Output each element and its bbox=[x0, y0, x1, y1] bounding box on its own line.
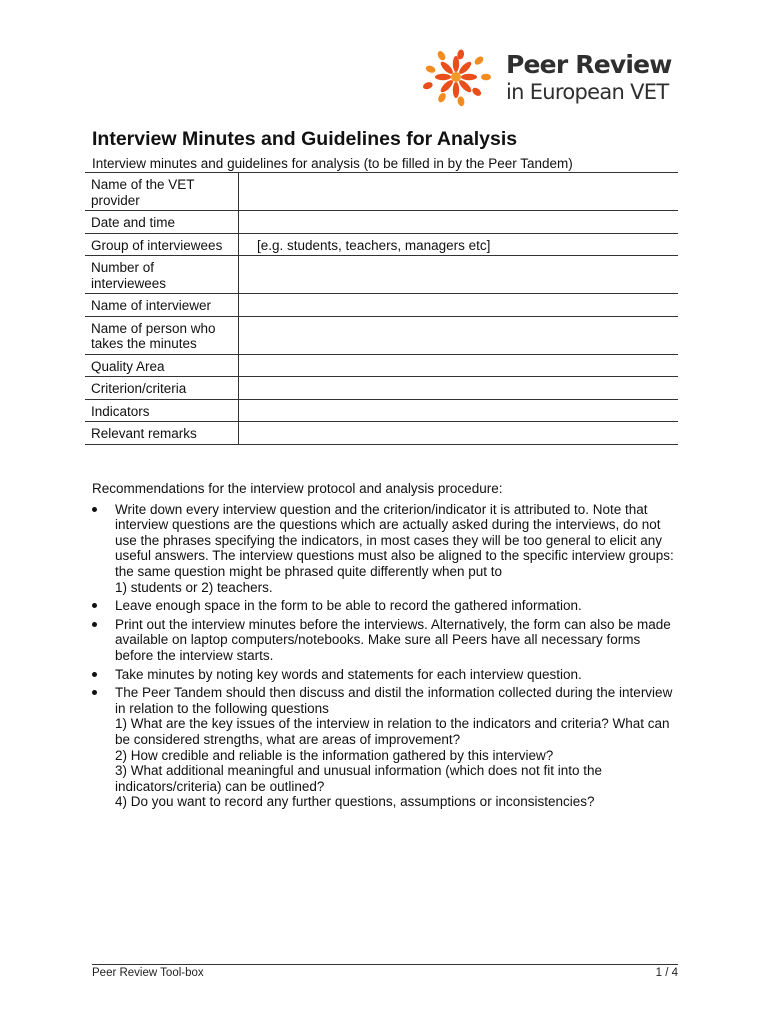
form-row-value[interactable] bbox=[239, 422, 679, 445]
form-row-value[interactable]: [e.g. students, teachers, managers etc] bbox=[239, 233, 679, 256]
recommendation-subitem: 2) How credible and reliable is the information gathered by this interview? bbox=[115, 747, 554, 763]
recommendation-text: Leave enough space in the form to be able to record the gathered information. bbox=[115, 598, 582, 614]
logo-title: Peer Review bbox=[506, 50, 672, 79]
form-row-label: Number of interviewees bbox=[85, 256, 239, 294]
page-footer bbox=[92, 964, 678, 979]
form-row-label: Group of interviewees bbox=[85, 233, 239, 256]
form-row-value[interactable] bbox=[239, 294, 679, 317]
form-row-label: Name of interviewer bbox=[85, 294, 239, 317]
form-row-value[interactable] bbox=[239, 316, 679, 354]
recommendations-list bbox=[92, 502, 678, 810]
form-row bbox=[85, 173, 678, 211]
bullet-icon bbox=[92, 603, 97, 608]
sun-burst-logo-icon bbox=[418, 42, 498, 112]
page-subtitle: Interview minutes and guidelines for analysis (to be filled in by the Peer Tandem) bbox=[92, 156, 573, 171]
form-row bbox=[85, 377, 678, 400]
form-row-value[interactable] bbox=[239, 377, 679, 400]
form-row-value[interactable] bbox=[239, 173, 679, 211]
recommendation-subitem: 3) What additional meaningful and unusual information (which does not fit into the indicators/criteria) can be outlined? bbox=[115, 763, 603, 794]
form-row bbox=[85, 422, 678, 445]
form-row-label: Name of the VET provider bbox=[85, 173, 239, 211]
recommendation-sublist bbox=[115, 716, 678, 810]
recommendation-text: The Peer Tandem should then discuss and distil the information collected during the interview in relation to the following questions bbox=[115, 685, 673, 716]
logo-subtitle: in European VET bbox=[506, 80, 669, 104]
recommendations-intro: Recommendations for the interview protocol and analysis procedure: bbox=[92, 481, 503, 496]
page-number: 1 / 4 bbox=[655, 967, 678, 979]
form-row bbox=[85, 256, 678, 294]
form-row bbox=[85, 294, 678, 317]
recommendation-text: Take minutes by noting key words and statements for each interview question. bbox=[115, 666, 582, 682]
form-row bbox=[85, 233, 678, 256]
form-row-label: Quality Area bbox=[85, 354, 239, 377]
form-row-label: Date and time bbox=[85, 211, 239, 234]
recommendation-item bbox=[92, 685, 678, 810]
recommendation-item bbox=[92, 667, 678, 683]
bullet-icon bbox=[92, 672, 97, 677]
footer-title: Peer Review Tool-box bbox=[92, 967, 204, 979]
recommendation-item bbox=[92, 598, 678, 614]
recommendation-subitem: 1) What are the key issues of the interview in relation to the indicators and criteria? What can be considered strengths, what are areas of improvement? bbox=[115, 716, 670, 747]
page-title: Interview Minutes and Guidelines for Analysis bbox=[92, 128, 518, 150]
form-row bbox=[85, 316, 678, 354]
recommendation-subitem: 1) students or 2) teachers. bbox=[115, 579, 273, 595]
recommendation-text: Print out the interview minutes before the interviews. Alternatively, the form can also be made available on laptop computers/notebooks. Make sure all Peers have all necessary forms before the interview starts. bbox=[115, 616, 671, 663]
form-row-label: Name of person who takes the minutes bbox=[85, 316, 239, 354]
form-row-label: Criterion/criteria bbox=[85, 377, 239, 400]
recommendations-section bbox=[92, 481, 678, 813]
recommendation-subitem: 4) Do you want to record any further questions, assumptions or inconsistencies? bbox=[115, 794, 595, 810]
recommendation-sublist bbox=[115, 580, 678, 596]
bullet-icon bbox=[92, 622, 97, 627]
recommendation-item bbox=[92, 502, 678, 596]
logo-text bbox=[506, 50, 672, 104]
interview-form-table bbox=[85, 172, 678, 445]
form-row-value[interactable] bbox=[239, 354, 679, 377]
form-row bbox=[85, 399, 678, 422]
logo bbox=[418, 40, 688, 115]
form-row-label: Indicators bbox=[85, 399, 239, 422]
form-row-value[interactable] bbox=[239, 399, 679, 422]
form-row-value[interactable] bbox=[239, 211, 679, 234]
recommendation-item bbox=[92, 617, 678, 664]
form-row-value[interactable] bbox=[239, 256, 679, 294]
form-row bbox=[85, 354, 678, 377]
bullet-icon bbox=[92, 690, 97, 695]
bullet-icon bbox=[92, 507, 97, 512]
form-row-label: Relevant remarks bbox=[85, 422, 239, 445]
recommendation-text: Write down every interview question and the criterion/indicator it is attributed to. Note that interview questions are the questions which are actually asked during the interviews, do not use the phrases specifying the indicators, in most cases they will be too general to elicit any useful answers. The interview questions must also be aligned to the specific interview groups: the same question might be phrased quite differently when put to bbox=[115, 501, 674, 579]
form-row bbox=[85, 211, 678, 234]
